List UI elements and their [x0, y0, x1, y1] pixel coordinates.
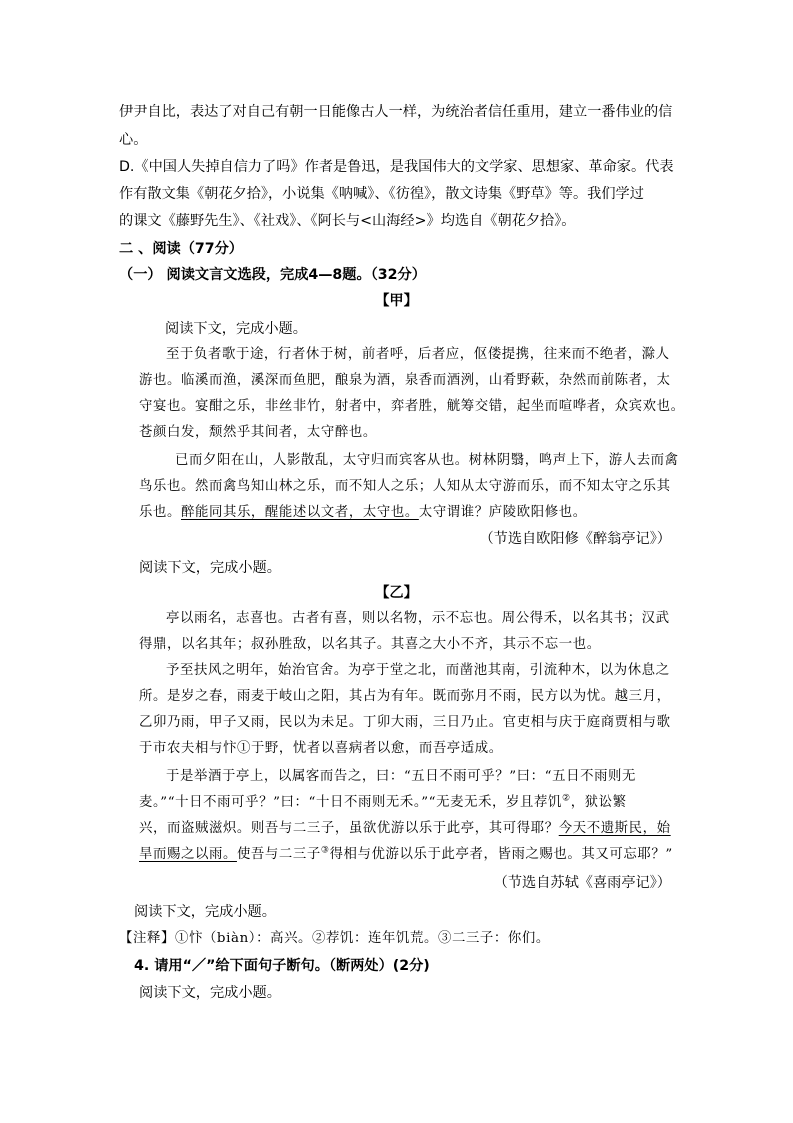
- instruction: 阅读下文，完成小题。: [139, 985, 281, 1001]
- section-heading: 二 、阅读（77分）: [119, 241, 243, 257]
- option-c-end: 心。: [119, 132, 148, 148]
- passage-b-line: 于市农夫相与忭①于野，忧者以喜病者以愈，而吾亭适成。: [139, 741, 503, 756]
- footnote-marker: ②: [562, 793, 571, 804]
- passage-a-line: 乐也。醉能同其乐，醒能述以文者，太守也。太守谓谁？庐陵欧阳修也。: [139, 505, 587, 520]
- instruction: 阅读下文，完成小题。: [139, 560, 281, 576]
- footnote-marker: ①: [236, 741, 251, 756]
- source-note-b: （节选自苏轼《喜雨亭记》）: [493, 875, 671, 891]
- source-note-a: （节选自欧阳修《醉翁亭记》）: [479, 531, 671, 547]
- passage-a-line: 游也。临溪而渔，溪深而鱼肥，酿泉为酒，泉香而酒洌，山肴野蔌，杂然而前陈者，太: [139, 373, 671, 388]
- passage-b-line: 旱而赐之以雨。使吾与二三子③得相与优游以乐于此亭者，皆雨之赐也。其又可忘耶？”: [139, 845, 673, 862]
- instruction: 阅读下文，完成小题。: [134, 904, 276, 920]
- passage-a-line: 至于负者歌于途，行者休于树，前者呼，后者应，伛偻提携，往来而不绝者，滁人: [166, 347, 670, 362]
- option-d: D.《中国人失掉自信力了吗》作者是鲁迅，是我国伟大的文学家、思想家、革命家。代表: [119, 159, 674, 175]
- passage-b-line: 所。是岁之春，雨麦于岐山之阳，其占为有年。既而弥月不雨，民方以为忧。越三月，: [139, 689, 671, 704]
- passage-a-label: 【甲】: [375, 293, 418, 309]
- passage-b-line: 麦。”“十日不雨可乎？”曰：“十日不雨则无禾。”“无麦无禾，岁且荐饥②，狱讼繁: [139, 793, 627, 810]
- passage-b-label: 【乙】: [375, 585, 418, 601]
- footnote-marker: ③: [320, 845, 330, 856]
- passage-b-line: 于是举酒于亭上，以属客而告之，曰：“五日不雨可乎？”曰：“五日不雨则无: [166, 769, 637, 784]
- passage-a-line: 守宴也。宴酣之乐，非丝非竹，射者中，弈者胜，觥筹交错，起坐而喧哗者，众宾欢也。: [139, 399, 685, 414]
- passage-b-line: 乙卯乃雨，甲子又雨，民以为未足。丁卯大雨，三日乃止。官吏相与庆于庭商贾相与歌: [139, 715, 671, 730]
- subsection-heading: （一） 阅读文言文选段，完成4—8题。（32分）: [119, 267, 426, 283]
- underlined-sentence: 今天不遗斯民，始: [558, 821, 671, 836]
- option-c-continued: 伊尹自比，表达了对自己有朝一日能像古人一样，为统治者信任重用，建立一番伟业的信: [119, 104, 673, 120]
- option-d-line3: 的课文《藤野先生》、《社戏》、《阿长与<山海经>》均选自《朝花夕拾》。: [119, 213, 576, 229]
- passage-a-line: 苍颜白发，颓然乎其间者，太守醉也。: [139, 425, 377, 440]
- underlined-sentence: 醉能同其乐，醒能述以文者，太守也。: [180, 505, 419, 520]
- passage-b-line: 予至扶风之明年，始治官舍。为亭于堂之北，而凿池其南，引流种木，以为休息之: [166, 663, 670, 678]
- passage-a-line: 已而夕阳在山，人影散乱，太守归而宾客从也。树林阴翳，鸣声上下，游人去而禽: [175, 453, 679, 468]
- passage-b-line: 兴，而盗贼滋炽。则吾与二三子，虽欲优游以乐于此亭，其可得耶？今天不遗斯民，始: [139, 821, 671, 836]
- passage-b-line: 亭以雨名，志喜也。古者有喜，则以名物，示不忘也。周公得禾，以名其书；汉武: [166, 611, 670, 626]
- question-4: 4. 请用“／”给下面句子断句。（断两处）(2分): [134, 958, 430, 974]
- option-d-line2: 作有散文集《朝花夕拾》，小说集《呐喊》、《彷徨》，散文诗集《野草》等。我们学过: [119, 186, 644, 202]
- annotation-note: 【注释】①忭（biàn）：高兴。②荐饥：连年饥荒。③二三子：你们。: [119, 931, 550, 946]
- instruction: 阅读下文，完成小题。: [165, 321, 307, 337]
- passage-a-line: 鸟乐也。然而禽鸟知山林之乐，而不知人之乐；人知从太守游而乐，而不知太守之乐其: [139, 479, 671, 494]
- underlined-sentence: 旱而赐之以雨。: [139, 847, 237, 862]
- passage-b-line: 得鼎，以名其年；叔孙胜敌，以名其子。其喜之大小不齐，其示不忘一也。: [139, 637, 601, 652]
